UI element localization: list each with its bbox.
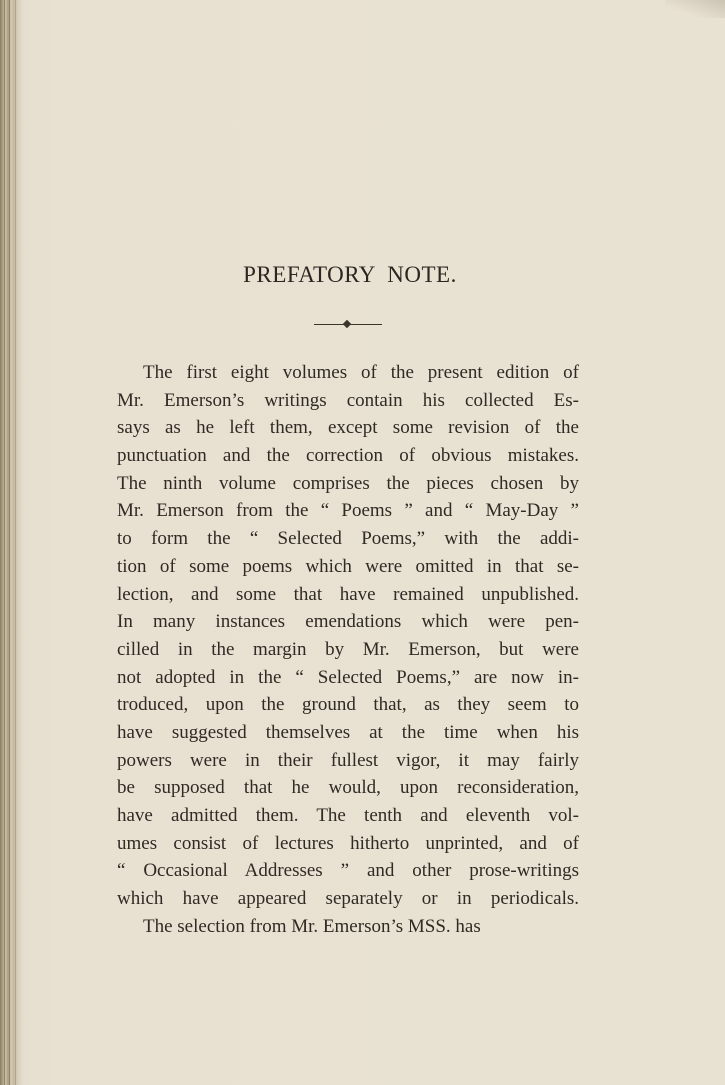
gutter-edge-line [9,0,10,1085]
prefatory-text [117,359,579,940]
page-corner-shadow [665,0,725,18]
text-line: cilled in the margin by Mr. Emerson, but were [117,638,579,660]
text-line: Mr. Emerson from the “ Poems ” and “ May-Day ” [117,500,579,522]
gutter-edge-line [4,0,5,1085]
text-line: be supposed that he would, upon reconsideration, [117,777,579,799]
text-line: Mr. Emerson’s writings contain his collected Es- [117,389,579,411]
text-line: powers were in their fullest vigor, it may fairly [117,749,579,771]
text-line: The ninth volume comprises the pieces chosen by [117,472,579,494]
text-line: The first eight volumes of the present edition of [143,362,579,383]
text-line: tion of some poems which were omitted in that se- [117,555,579,577]
text-line: lection, and some that have remained unpublished. [117,583,579,605]
gutter-edge-line [15,0,16,1085]
text-line: have suggested themselves at the time when his [117,721,579,743]
text-line: umes consist of lectures hitherto unprinted, and of [117,832,579,854]
text-line: not adopted in the “ Selected Poems,” are now in- [117,666,579,688]
text-line: punctuation and the correction of obvious mistakes. [117,445,579,467]
page-heading: PREFATORY NOTE. [243,262,457,287]
ornament-diamond [343,320,351,328]
text-line: to form the “ Selected Poems,” with the addi- [117,528,579,550]
text-line: The selection from Mr. Emerson’s MSS. has [143,915,481,937]
heading-ornament-rule [314,318,382,332]
text-line: In many instances emendations which were pen- [117,611,579,633]
text-line: have admitted them. The tenth and eleventh vol- [117,805,579,826]
text-line: “ Occasional Addresses ” and other prose-writings [117,860,579,882]
text-line: which have appeared separately or in periodicals. [117,888,579,910]
text-line: says as he left them, except some revision of the [117,417,579,439]
text-line: troduced, upon the ground that, as they seem to [117,694,579,716]
